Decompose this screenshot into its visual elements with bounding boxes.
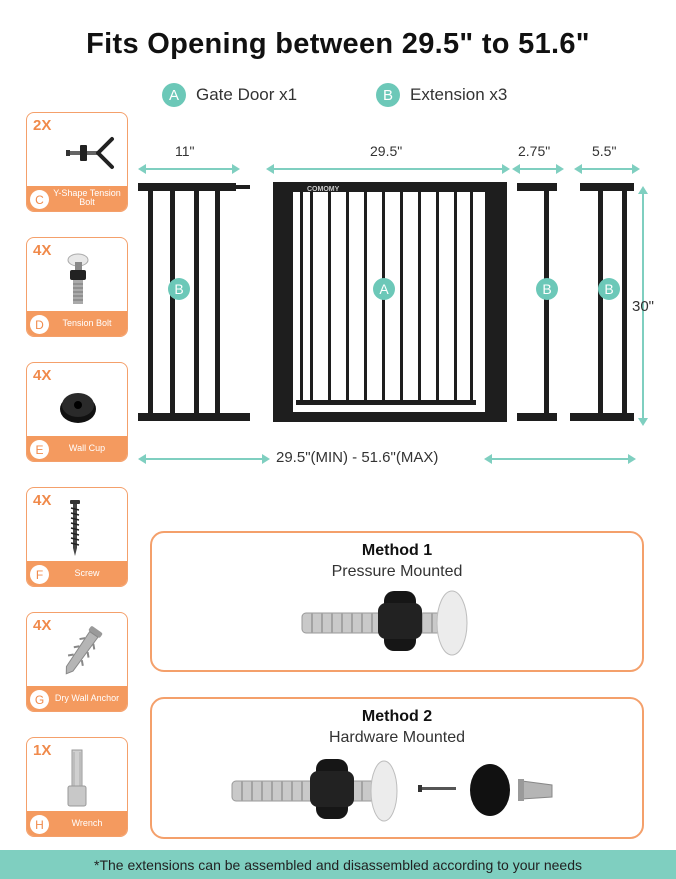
footer-note: *The extensions can be assembled and disassembled according to your needs <box>0 850 676 879</box>
part-letter: G <box>30 690 49 709</box>
legend-label-extension: Extension x3 <box>410 85 508 104</box>
method-1-subtitle: Pressure Mounted <box>331 563 463 580</box>
part-letter: D <box>30 315 49 334</box>
part-letter: C <box>30 190 49 209</box>
label-a-gate: A <box>373 278 395 300</box>
part-name: Screw <box>74 567 100 578</box>
pressure-mount-illustration <box>152 533 642 670</box>
label-b-small-extension: B <box>536 278 558 300</box>
dim-total-range: 29.5"(MIN) - 51.6"(MAX) <box>276 449 439 466</box>
extension-medium-drawing <box>570 183 634 421</box>
label-b-medium-extension: B <box>598 278 620 300</box>
dim-ext-small-width: 2.75" <box>518 143 551 159</box>
part-qty: 4X <box>33 242 52 259</box>
page-title: Fits Opening between 29.5" to 51.6" <box>86 28 590 60</box>
method-2-subtitle: Hardware Mounted <box>328 729 466 746</box>
dim-height: 30" <box>632 298 655 315</box>
legend-label-gate-door: Gate Door x1 <box>196 85 298 104</box>
part-letter: F <box>30 565 49 584</box>
method-1-box <box>150 531 644 672</box>
part-qty: 4X <box>33 617 52 634</box>
dim-gate-width: 29.5" <box>370 143 403 159</box>
method-1-title: Method 1 <box>361 542 433 559</box>
legend-letter-a: A <box>162 83 186 107</box>
part-qty: 1X <box>33 742 52 759</box>
brand-logo: COMOMY <box>307 186 340 193</box>
method-2-box <box>150 697 644 839</box>
part-qty: 4X <box>33 367 52 384</box>
hardware-mount-illustration <box>152 699 642 837</box>
part-name: Y-Shape Tension Bolt <box>53 188 121 207</box>
part-name: Wrench <box>71 817 103 828</box>
part-letter: E <box>30 440 49 459</box>
extension-large-drawing <box>138 183 250 421</box>
gate-door-drawing <box>273 182 507 422</box>
part-qty: 4X <box>33 492 52 509</box>
dim-ext-large-width: 11" <box>175 143 195 159</box>
legend-letter-b: B <box>376 83 400 107</box>
part-name: Tension Bolt <box>62 317 112 328</box>
label-b-large-extension: B <box>168 278 190 300</box>
extension-small-drawing <box>517 183 557 421</box>
part-qty: 2X <box>33 117 52 134</box>
part-letter: H <box>30 815 49 834</box>
method-2-title: Method 2 <box>361 708 433 725</box>
part-name: Dry Wall Anchor <box>54 692 120 703</box>
dim-ext-medium-width: 5.5" <box>592 143 617 159</box>
part-name: Wall Cup <box>68 442 106 453</box>
